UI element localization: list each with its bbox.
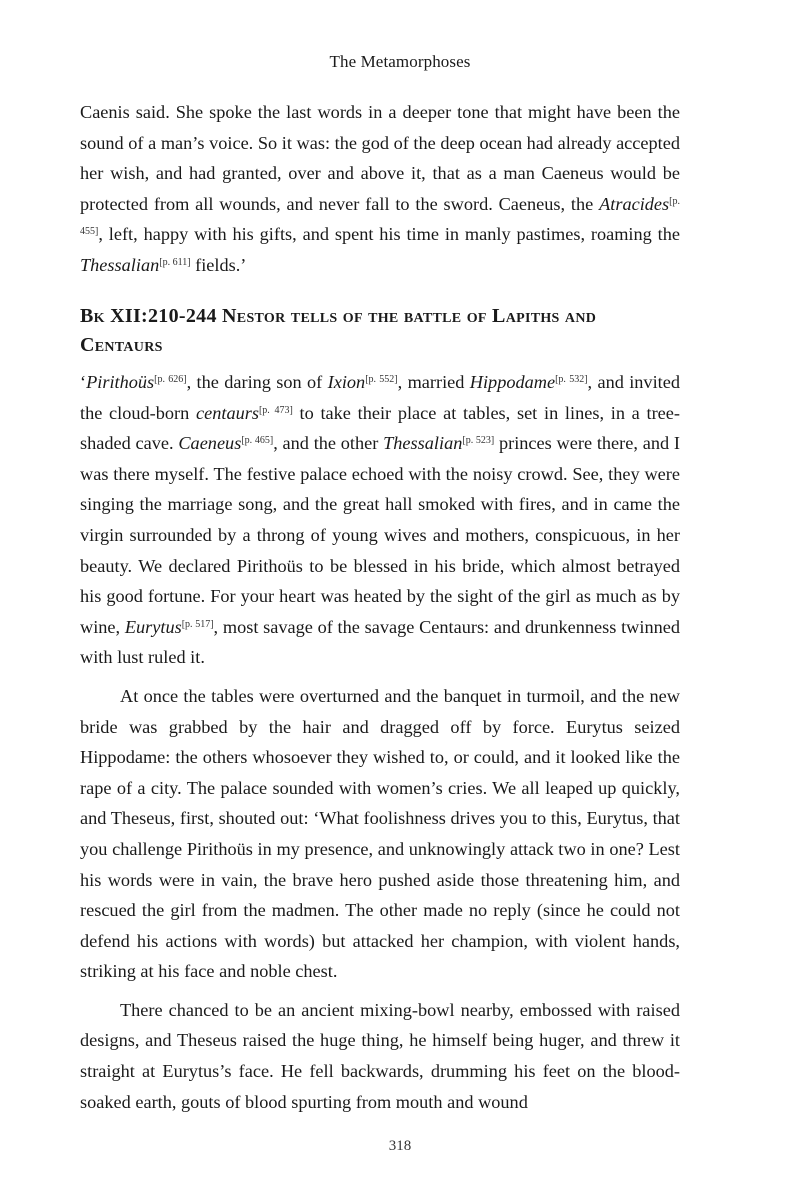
page-number: 318 (388, 1138, 412, 1154)
link-ixion[interactable]: Ixion (327, 372, 366, 392)
link-centaurs[interactable]: centaurs (196, 402, 259, 423)
page-ref[interactable]: [p. 611] (159, 256, 191, 268)
link-thessalian[interactable]: Thessalian (383, 433, 463, 454)
page-ref[interactable]: [p. 532] (555, 374, 588, 385)
link-hippodame[interactable]: Hippodame (469, 372, 556, 392)
section-heading: Bk XII:210-244 Nestor tells of the battle of Lapiths and Centaurs (80, 305, 597, 356)
running-head: The Metamorphoses (329, 52, 471, 71)
page-ref[interactable]: [p. 552] (365, 374, 398, 385)
text-block-main (80, 367, 680, 1117)
link-caeneus[interactable]: Caeneus (178, 433, 242, 454)
page-ref[interactable]: [p. 517] (181, 618, 214, 630)
link-thessalian[interactable]: Thessalian (80, 254, 160, 275)
page-ref[interactable]: [p. 626] (154, 374, 187, 385)
paragraph-gap (80, 987, 680, 995)
link-pirithous[interactable]: Pirithoüs (86, 372, 155, 392)
page-ref[interactable]: [p. 473] (258, 404, 293, 416)
paragraph-caenis: Caenis said. She spoke the last words in a deeper tone that might have been the sound of a man’s voice. So it was: the god of the deep ocean had already accepted her wish, and had granted, over and above it, that as a man Caeneus would be protected from all wounds, and never fall to the sword. Caeneus, the Atracides[p. 455], left, happy with his gifts, and spent his time in manly pastimes, roaming the Thessalian[p. 611] fields.’ (80, 102, 680, 275)
paragraph-tables-overturned: At once the tables were overturned and the banquet in turmoil, and the new bride was grabbed by the hair and dragged off by force. Eurytus seized Hippodame: the others whosoever they wished to, or could, and it looked like the rape of a city. The palace sounded with women’s cries. We all leaped up quickly, and Theseus, first, shouted out: ‘What foolishness drives you to this, Eurytus, that you challenge Pirithoüs in my presence, and unknowingly attack two in one? Lest his words were in vain, the brave hero pushed aside those threatening him, and rescued the girl from the madmen. The other made no reply (since he could not defend his actions with words) but attacked her champion, with violent hands, striking at his face and noble chest. (80, 685, 680, 982)
page-ref[interactable]: [p. 465] (241, 435, 274, 447)
text-block-top (80, 97, 680, 281)
paragraph-gap (80, 673, 680, 681)
link-atracides[interactable]: Atracides (599, 193, 670, 214)
paragraph-pirithous: ‘Pirithoüs[p. 626], the daring son of Ixion[p. 552], married Hippodame[p. 532], and invited the cloud-born centaurs[p. 473] to take their place at tables, set in lines, in a tree-shaded cave. Caeneus[p. 465], and the other Thessalian[p. 523] princes were there, and I was there myself. The festive palace echoed with the noisy crowd. See, they were singing the marriage song, and the great hall smoked with fires, and in came the virgin surrounded by a throng of young wives and mothers, conspicuous, in her beauty. We declared Pirithoüs to be blessed in his bride, which almost betrayed his good fortune. For your heart was heated by the sight of the girl as much as by wine, Eurytus[p. 517], most savage of the savage Centaurs: and drunkenness twinned with lust ruled it. (80, 372, 681, 668)
paragraph-mixing-bowl: There chanced to be an ancient mixing-bowl nearby, embossed with raised designs, and Theseus raised the huge thing, he himself being huger, and threw it straight at Eurytus’s face. He fell backwards, drumming his feet on the blood-soaked earth, gouts of blood spurting from mouth and wound (80, 999, 680, 1112)
page-ref[interactable]: [p. 523] (462, 435, 495, 447)
page-ref[interactable]: [p. 455] (80, 195, 680, 238)
link-eurytus[interactable]: Eurytus (124, 616, 182, 637)
